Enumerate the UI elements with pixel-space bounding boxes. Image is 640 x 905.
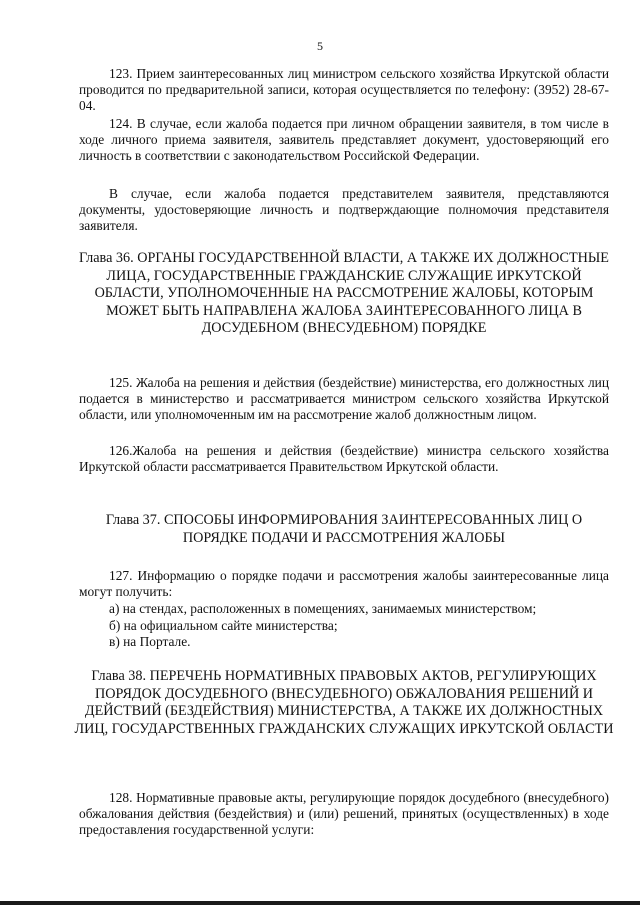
list-item-b: б) на официальном сайте министерства; [109, 618, 338, 633]
chapter-36-heading: Глава 36. ОРГАНЫ ГОСУДАРСТВЕННОЙ ВЛАСТИ, А ТАКЖЕ ИХ ДОЛЖНОСТНЫЕ ЛИЦА, ГОСУДАРСТВЕННЫЕ ГРАЖДАНСКИЕ СЛУЖАЩИЕ ИРКУТСКОЙ ОБЛАСТИ, УПОЛНОМОЧЕННЫЕ НА РАССМОТРЕНИЕ ЖАЛОБЫ, КОТОРЫМ МОЖЕТ БЫТЬ НАПРАВЛЕНА ЖАЛОБА ЗАИНТЕРЕСОВАННОГО ЛИЦА В ДОСУДЕБНОМ (ВНЕСУДЕБНОМ) ПОРЯДКЕ [79, 250, 609, 337]
paragraph-124-representative: В случае, если жалоба подается представителем заявителя, представляются документы, удостоверяющие личность и подтверждающие полномочия представителя заявителя. [79, 186, 609, 234]
list-item-c: в) на Портале. [109, 634, 191, 649]
paragraph-125: 125. Жалоба на решения и действия (бездействие) министерства, его должностных лиц подается в министерство и рассматривается министром сельского хозяйства Иркутской области, или уполномоченным им на рассмотрение жалоб должностным лицом. [79, 375, 609, 423]
scan-edge-line [0, 901, 640, 905]
paragraph-128: 128. Нормативные правовые акты, регулирующие порядок досудебного (внесудебного) обжалования действия (бездействия) и (или) решений, принятых (осуществленных) в ходе предоставления государственной услуги: [79, 790, 609, 838]
paragraph-123: 123. Прием заинтересованных лиц министром сельского хозяйства Иркутской области проводится по предварительной записи, которая осуществляется по телефону: (3952) 28-67-04. [79, 66, 609, 114]
page-number: 5 [317, 39, 323, 53]
paragraph-127: 127. Информацию о порядке подачи и рассмотрения жалобы заинтересованные лица могут получить: [79, 568, 609, 600]
paragraph-126: 126.Жалоба на решения и действия (бездействие) министра сельского хозяйства Иркутской области рассматривается Правительством Иркутской области. [79, 443, 609, 475]
chapter-37-heading: Глава 37. СПОСОБЫ ИНФОРМИРОВАНИЯ ЗАИНТЕРЕСОВАННЫХ ЛИЦ О ПОРЯДКЕ ПОДАЧИ И РАССМОТРЕНИЯ ЖАЛОБЫ [105, 512, 583, 546]
chapter-38-heading: Глава 38. ПЕРЕЧЕНЬ НОРМАТИВНЫХ ПРАВОВЫХ АКТОВ, РЕГУЛИРУЮЩИХ ПОРЯДОК ДОСУДЕБНОГО (ВНЕСУДЕБНОГО) ОБЖАЛОВАНИЯ РЕШЕНИЙ И ДЕЙСТВИЙ (БЕЗДЕЙСТВИЯ) МИНИСТЕРСТВА, А ТАКЖЕ ИХ ДОЛЖНОСТНЫХ ЛИЦ, ГОСУДАРСТВЕННЫХ ГРАЖДАНСКИХ СЛУЖАЩИХ ИРКУТСКОЙ ОБЛАСТИ [74, 668, 614, 737]
paragraph-124: 124. В случае, если жалоба подается при личном обращении заявителя, в том числе в ходе личного приема заявителя, заявитель представляет документ, удостоверяющий его личность в соответствии с законодательством Российской Федерации. [79, 116, 609, 164]
list-item-a: а) на стендах, расположенных в помещениях, занимаемых министерством; [109, 601, 537, 616]
